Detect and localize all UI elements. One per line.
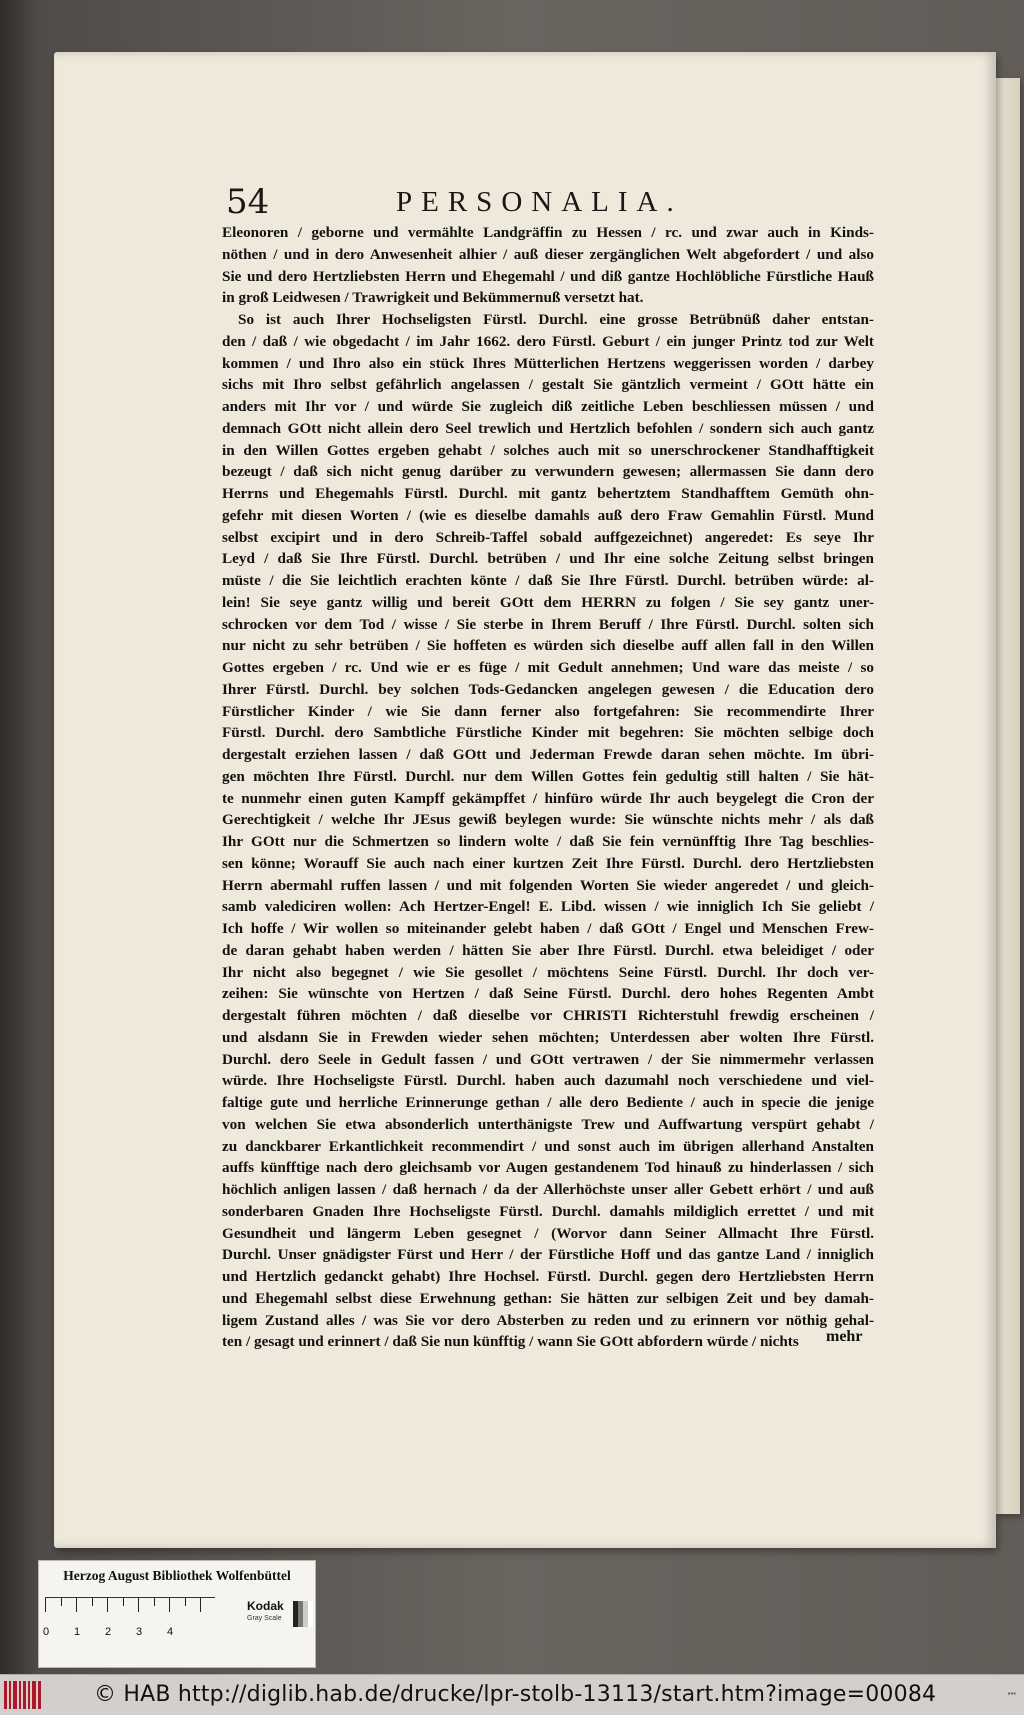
text-line: in den Willen Gottes ergeben gehabt / solches auch mit so unerschrockener Standhafftigkeit [222, 441, 874, 459]
logo-bar [19, 1681, 21, 1709]
text-line: schrocken vor dem Tod / wisse / Sie sterbe in Ihrem Beruff / Ihre Fürstl. Durchl. solten sich [222, 615, 874, 633]
color-checker-card [38, 1560, 316, 1668]
text-line: Gerechtigkeit / welche Ihr JEsus gewiß beylegen wurde: Sie wünschte nichts mehr / als daß [222, 811, 874, 829]
page-edge [996, 78, 1020, 1514]
text-line: anders mit Ihr vor / und würde Sie zugleich diß zeitliche Leben beschliessen müssen / und [222, 398, 874, 415]
text-line: bezeugt / daß sich nicht genug darüber zu verwundern gewesen; allermassen Sie dann dero [222, 463, 874, 481]
text-line: den / daß / wie obgedacht / im Jahr 1662. dero Fürstl. Geburt / ein junger Printz tod zur Welt [222, 332, 874, 350]
page-number: 54 [226, 182, 270, 222]
kodak-logo: Kodak [247, 1599, 284, 1613]
text-line: dergestalt führen möchten / daß dieselbe vor CHRISTI Richterstuhl frewdig erscheinen / [222, 1007, 874, 1024]
text-line: Durchl. dero Seele in Gedult fassen / und GOtt vertrawen / der Sie nimmermehr verlassen [222, 1050, 874, 1068]
text-line: nur nicht zu sehr betrüben / Sie hoffeten es würden sich dieselbe auff allen fall in den Willen [222, 637, 874, 655]
text-line: Eleonoren / geborne und vermählte Landgräffin zu Hessen / rc. und zwar auch in Kinds- [222, 224, 874, 241]
text-line: Fürstl. Durchl. dero Sambtliche Fürstliche Kinder mit begehren: Sie möchten selbige doch [222, 724, 874, 742]
kodak-subtitle: Gray Scale [247, 1615, 282, 1622]
text-line: So ist auch Ihrer Hochseligsten Fürstl. Durchl. eine grosse Betrübnüß daher entstan- [238, 311, 874, 328]
text-line: Ihrer Fürstl. Durchl. bey solchen Tods-Gedancken angelegen gewesen / die Education dero [222, 680, 874, 698]
ruler-tick [107, 1598, 108, 1612]
ruler-tick [45, 1598, 46, 1612]
text-line: in groß Leidwesen / Trawrigkeit und Bekümmernuß versetzt hat. [222, 289, 644, 307]
text-line: Ich hoffe / Wir wollen so miteinander gelebt haben / daß GOtt / Engel und Menschen Frew- [222, 920, 874, 937]
text-line: faltige gute und herrliche Erinnerunge gethan / alle dero Bediente / auch in specie die jenige [222, 1094, 874, 1111]
text-line: zeihen: Sie wünschte von Hertzen / daß Seine Fürstl. Durchl. dero hohes Regenten Ambt [222, 985, 874, 1003]
text-line: höchlich anligen lassen / daß hernach / da der Allerhöchste unser aller Gebett erhört / und auß [222, 1181, 874, 1198]
text-line: Herrns und Ehegemahls Fürstl. Durchl. mit gantz behertztem Standhafftem Gemüth ohn- [222, 485, 874, 502]
ruler-number: 3 [136, 1626, 143, 1638]
ruler-tick [76, 1598, 77, 1612]
ruler-tick [154, 1598, 155, 1606]
ruler-tick [200, 1598, 201, 1612]
text-line: Leyd / daß Sie Ihre Fürstl. Durchl. betrüben / und Ihr eine solche Zeitung selbst bringen [222, 550, 874, 568]
running-head: PERSONALIA. [396, 186, 683, 218]
logo-bar [9, 1681, 11, 1709]
text-line: nöthen / und in dero Anwesenheit alhier / auß dieser zergänglichen Welt abgefordert / und also [222, 245, 874, 263]
text-line: und Hertzlich gedanckt gehabt) Ihre Hochsel. Fürstl. Durchl. gegen dero Hertzliebsten Herrn [222, 1268, 874, 1285]
text-line: Fürstlicher Kinder / wie Sie dann ferner also fortgefahren: Sie recommendirte Ihrer [222, 702, 874, 720]
ruler-tick [169, 1598, 170, 1612]
logo-bar [4, 1681, 7, 1709]
text-line: sonderbaren Gnaden Ihre Hochseligste Fürstl. Durchl. damahls mildiglich errettet / und mit [222, 1202, 874, 1220]
institution-label: Herzog August Bibliothek Wolfenbüttel [63, 1568, 291, 1583]
hab-logo-icon [4, 1681, 48, 1709]
text-line: gefehr mit diesen Worten / (wie es dieselbe damahls auß dero Fraw Gemahlin Fürstl. Mund [222, 506, 874, 524]
text-line: ten / gesagt und erinnert / daß Sie nun künfftig / wann Sie GOtt abfordern würde / nichts [222, 1333, 799, 1351]
ruler-tick [123, 1598, 124, 1606]
text-line: sichs mit Ihro selbst gefährlich angelassen / gestalt Sie gäntzlich vermeint / GOtt hätte ein [222, 376, 874, 394]
footer-mark: ▪▪▪ [1007, 1689, 1016, 1698]
text-line: Sie und dero Hertzliebsten Herrn und Ehegemahl / und diß gantze Hochlöbliche Fürstliche Hauß [222, 267, 874, 285]
text-line: Gesundheit und längerm Leben gesegnet / (Worvor dann Seiner Allmacht Ihre Fürstl. [222, 1224, 874, 1242]
text-line: te nunmehr einen guten Kampff gekämpffet / hinfüro würde Ihr auch beygelegt die Cron der [222, 789, 874, 807]
text-line: zu danckbarer Erkantlichkeit recommendirt / und sonst auch im übrigen allerhand Anstalten [222, 1137, 874, 1155]
catchword: mehr [826, 1328, 863, 1345]
text-line: gen möchten Ihre Fürstl. Durchl. nur dem Willen Gottes fein gedultig still halten / Sie hät- [222, 767, 874, 785]
logo-bar [28, 1681, 30, 1709]
text-line: demnach GOtt nicht allein dero Seel trewlich und Hertzlich befohlen / sondern sich auch gantz [222, 419, 874, 437]
text-line: de daran gehabt haben werden / hätten Sie aber Ihre Fürstl. Durchl. etwa beleidiget / oder [222, 941, 874, 959]
gray-scale-patch [293, 1601, 313, 1627]
ruler-tick [92, 1598, 93, 1606]
text-line: müste / die Sie leichtlich erachten könte / daß Sie Ihre Fürstl. Durchl. betrüben würde: al- [222, 572, 874, 589]
logo-bar [38, 1681, 41, 1709]
text-line: Durchl. Unser gnädigster Fürst und Herr / der Fürstliche Hoff und das gantze Land / inniglich [222, 1246, 874, 1264]
ruler-tick [138, 1598, 139, 1612]
text-line: selbst excipirt und in dero Schreib-Taffel sobald auffgezeichnet) angeredet: Es seye Ihr [222, 528, 874, 546]
text-line: lein! Sie seye gantz willig und bereit GOtt dem HERRN zu folgen / Sie sey gantz uner- [222, 593, 874, 611]
text-line: sen könne; Worauff Sie auch nach einer kurtzen Zeit Ihre Fürstl. Durchl. dero Hertzliebsten [222, 854, 874, 872]
ruler-number: 1 [74, 1626, 81, 1638]
ruler-number: 2 [105, 1626, 112, 1638]
ruler-number: 0 [43, 1626, 50, 1638]
text-line: und alsdann Sie in Frewden wieder sehen möchten; Unterdessen aber wolten Ihre Fürstl. [222, 1028, 874, 1046]
text-line: von welchen Sie etwa absonderlich unterthänigste Trew und Auffwartung verspürt gehabt / [222, 1115, 874, 1133]
ruler-tick [185, 1598, 186, 1606]
logo-bar [23, 1681, 26, 1709]
text-line: Ihr GOtt nur die Schmertzen so lindern wolte / daß Sie fein vernünfftig Ihre Tag beschlies- [222, 833, 874, 850]
ruler-number: 4 [167, 1626, 174, 1638]
text-line: auffs künfftige nach dero gleichsamb vor Augen gestandenem Tod hinauß zu hinderlassen / sich [222, 1159, 874, 1177]
text-line: würde. Ihre Hochseligste Fürstl. Durchl. haben auch dazumahl noch verschiedene und viel- [222, 1072, 874, 1090]
body-text [222, 222, 874, 1353]
logo-bar [32, 1681, 36, 1709]
ruler-tick [61, 1598, 62, 1606]
text-line: Gottes ergeben / rc. Und wie er es füge / mit Gedult annehmen; Und ware das meiste / so [222, 659, 874, 676]
text-line: Ihr nicht also begegnet / wie Sie gesollet / möchtens Seine Fürstl. Durchl. Ihr doch ver- [222, 963, 874, 981]
text-line: Herrn abermahl ruffen lassen / und mit folgenden Worten Sie wieder angeredet / und gleich- [222, 876, 874, 894]
text-line: ligem Zustand alles / was Sie vor dero Absterben zu reden und zu erinnern vor nöthig gehal- [222, 1311, 874, 1329]
text-line: kommen / und Ihro also ein stück Ihres Mütterlichen Hertzens weggerissen worden / darbey [222, 354, 874, 372]
text-line: und Ehegemahl selbst diese Erwehnung gethan: Sie hätten zur selbigen Zeit und bey damah- [222, 1289, 874, 1307]
logo-bar [13, 1681, 17, 1709]
text-line: samb valediciren wollen: Ach Hertzer-Engel! E. Libd. wissen / wie inniglich Ich Sie geliebt / [222, 898, 874, 916]
text-line: dergestalt erziehen lassen / daß GOtt und Jederman Frewde daran sehen möchte. Im übri- [222, 746, 874, 763]
copyright-url[interactable]: © HAB http://diglib.hab.de/drucke/lpr-stolb-13113/start.htm?image=00084 [94, 1682, 937, 1707]
footer-bar [0, 1674, 1024, 1715]
page-header [226, 182, 876, 222]
scale-ruler [45, 1597, 215, 1648]
